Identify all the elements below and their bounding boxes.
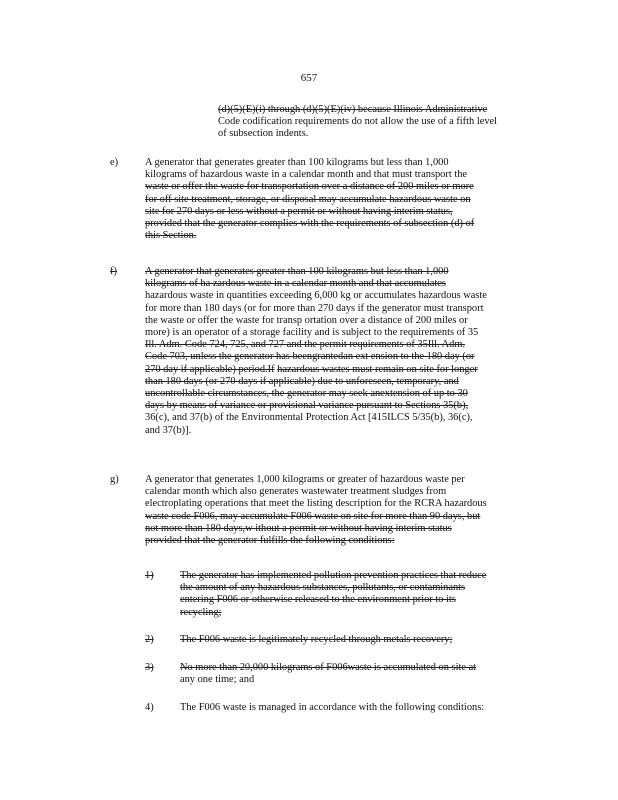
text-line bbox=[145, 364, 478, 376]
text: calendar month which also generates wastewater treatment sludges from bbox=[145, 486, 447, 498]
struck-text: The F006 waste is legitimately recycled through metals recovery; bbox=[180, 634, 453, 645]
text-line bbox=[145, 498, 487, 510]
text-line bbox=[145, 194, 471, 206]
paragraph-marker: 1) bbox=[145, 570, 154, 581]
text-line bbox=[145, 412, 473, 424]
text-line bbox=[145, 315, 468, 327]
struck-text: the amount of any hazardous substances, pollutants, or contaminants bbox=[180, 582, 466, 594]
paragraph-marker: 4) bbox=[145, 702, 154, 713]
text-line bbox=[145, 400, 468, 412]
text-line bbox=[145, 339, 465, 351]
struck-text: than 180 days (or 270 days if applicable) due to unforeseen, temporary, and bbox=[145, 375, 459, 387]
text-line bbox=[145, 486, 446, 498]
struck-text: kilograms of ha zardous waste in a calendar month and that accumulates bbox=[145, 278, 446, 290]
text-line bbox=[145, 376, 459, 388]
text-line bbox=[180, 607, 222, 619]
struck-text: recycling; bbox=[180, 606, 222, 618]
struck-text: uncontrollable circumstances, the generator may seek anextension of up to 30 bbox=[145, 388, 468, 399]
text-line bbox=[145, 206, 453, 218]
struck-text: (d)(5)(E)(i) through (d)(5)(E)(iv) because Illinois Administrative bbox=[218, 104, 488, 115]
text-line bbox=[145, 535, 395, 547]
struck-text: A generator that generates greater than 100 kilograms but less than 1,000 bbox=[145, 266, 449, 277]
text: electroplating operations that meet the listing description for the RCRA hazardous bbox=[145, 498, 487, 510]
text-line bbox=[180, 674, 254, 686]
text: more) is an operator of a storage facility and is subject to the requirements of 35 bbox=[145, 327, 479, 338]
text-line bbox=[180, 662, 476, 674]
struck-text: provided that the generator complies with the requirements of subsection (d) of bbox=[145, 218, 475, 229]
text-line bbox=[145, 327, 478, 339]
text-line bbox=[145, 169, 467, 181]
text: of subsection indents. bbox=[218, 128, 309, 140]
struck-text: waste or offer the waste for transportation over a distance of 200 miles or more bbox=[145, 181, 474, 193]
text-line bbox=[145, 290, 487, 302]
paragraph-marker: 2) bbox=[145, 634, 154, 645]
text-line bbox=[145, 425, 191, 437]
paragraph-marker: g) bbox=[110, 474, 119, 485]
text: for more than 180 days (or for more than 270 days if the generator must transport bbox=[145, 302, 484, 314]
text-line bbox=[145, 351, 475, 363]
page-number: 657 bbox=[300, 72, 318, 84]
text-line bbox=[145, 388, 468, 400]
text-line bbox=[145, 230, 196, 242]
text: the waste or offer the waste for transp ortation over a distance of 200 miles or bbox=[145, 314, 468, 326]
text-line bbox=[218, 116, 497, 128]
text-line bbox=[145, 474, 465, 486]
struck-text: The generator has implemented pollution prevention practices that reduce bbox=[180, 570, 487, 581]
text-line bbox=[180, 594, 456, 606]
text: kilograms of hazardous waste in a calendar month and that must transport the bbox=[145, 169, 468, 181]
struck-text: provided that the generator fulfills the following conditions: bbox=[145, 535, 395, 546]
text-line bbox=[145, 218, 474, 230]
text: A generator that generates 1,000 kilograms or greater of hazardous waste per bbox=[145, 474, 465, 485]
paragraph-marker: f) bbox=[110, 266, 117, 277]
text-line bbox=[145, 181, 474, 193]
text: A generator that generates greater than 100 kilograms but less than 1,000 bbox=[145, 157, 449, 168]
text-line bbox=[145, 278, 446, 290]
text-line bbox=[145, 157, 449, 169]
text: The F006 waste is managed in accordance with the following conditions: bbox=[180, 702, 485, 713]
text: any one time; and bbox=[180, 674, 255, 686]
text-line bbox=[180, 702, 484, 714]
struck-text: days by means of variance or provisional variance pursuant to Sections 35(b), bbox=[145, 400, 469, 412]
struck-text: entering F006 or otherwise released to the environment prior to its bbox=[180, 594, 456, 606]
struck-text: for off site treatment, storage, or disposal may accumulate hazardous waste on bbox=[145, 193, 471, 205]
text-line bbox=[218, 128, 308, 140]
struck-text: 270 day if applicable) period.If bbox=[145, 363, 275, 375]
paragraph-marker: e) bbox=[110, 157, 119, 168]
text-line bbox=[180, 634, 452, 646]
text-line bbox=[180, 582, 465, 594]
struck-text: not more than 180 days,w ithout a permit or without having interim status bbox=[145, 522, 452, 534]
struck-text: this Section. bbox=[145, 230, 197, 242]
text-line bbox=[218, 104, 487, 116]
text-line bbox=[145, 266, 449, 278]
struck-text: Code 703, unless the generator has beengrantedan ext ension to the 180 day (or bbox=[145, 351, 475, 363]
text-line bbox=[180, 570, 486, 582]
text: Code codification requirements do not allow the use of a fifth level bbox=[218, 116, 498, 128]
struck-text: waste code F006, may accumulate F006 waste on site for more than 90 days, but bbox=[145, 510, 481, 522]
text: hazardous waste in quantities exceeding 6,000 kg or accumulates hazardous waste bbox=[145, 290, 487, 302]
text-line bbox=[145, 523, 452, 535]
struck-text: hazardous wastes must remain on site for longer bbox=[277, 363, 478, 375]
text-line bbox=[145, 303, 483, 315]
text: and 37(b)]. bbox=[145, 424, 192, 436]
text: 36(c), and 37(b) of the Environmental Protection Act [415ILCS 5/35(b), 36(c), bbox=[145, 412, 473, 424]
paragraph-marker: 3) bbox=[145, 662, 154, 673]
text-line bbox=[145, 511, 480, 523]
struck-text: site for 270 days or less without a permit or without having interim status, bbox=[145, 205, 453, 217]
struck-text: No more than 20,000 kilograms of F006waste is accumulated on site at bbox=[180, 662, 477, 673]
struck-text: Ill. Adm. Code 724, 725, and 727 and the permit requirements of 35Ill. Adm. bbox=[145, 339, 466, 351]
